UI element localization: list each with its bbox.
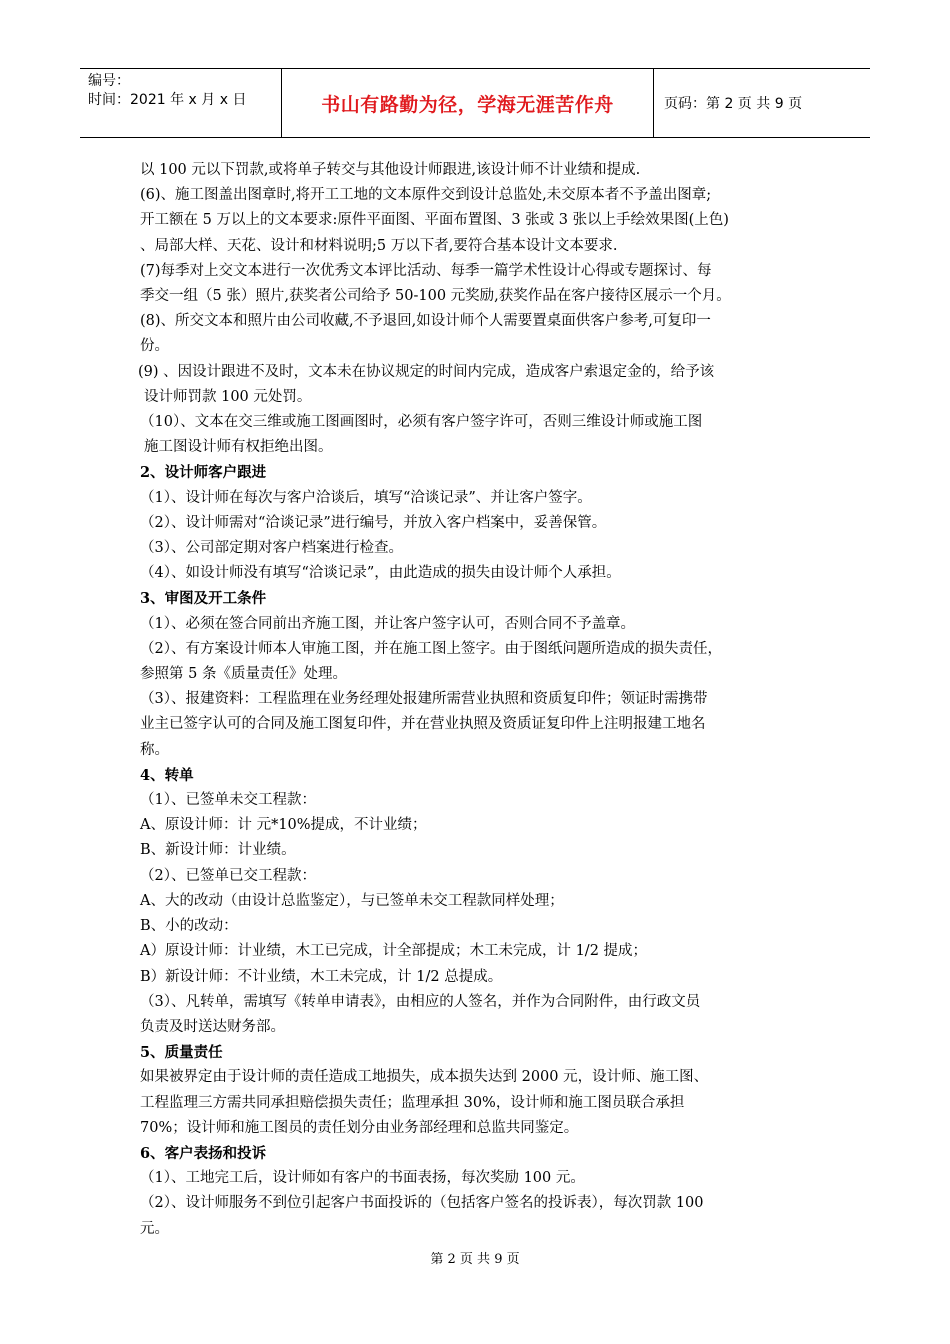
text-line: （1）、工地完工后，设计师如有客户的书面表扬，每次奖励 100 元。	[140, 1170, 585, 1187]
text-line: （2）、已签单已交工程款：	[140, 867, 316, 884]
text-line: A）原设计师：计业绩，木工已完成，计全部提成；木工未完成，计 1/2 提成；	[140, 943, 648, 960]
text-line: 季交一组（5 张）照片,获奖者公司给予 50-100 元奖励,获奖作品在客户接待区展示一个月。	[140, 288, 731, 305]
text-line: （3）、报建资料：工程监理在业务经理处报建所需营业执照和资质复印件；领证时需携带	[140, 691, 708, 708]
text-line: 、局部大样、天花、设计和材料说明;5 万以下者,要符合基本设计文本要求.	[140, 237, 618, 254]
section-heading: 2、设计师客户跟进	[140, 464, 267, 482]
header-motto: 书山有路勤为径，学海无涯苦作舟	[282, 69, 654, 137]
section-heading: 5、质量责任	[140, 1044, 223, 1062]
text-line: 如果被界定由于设计师的责任造成工地损失，成本损失达到 2000 元，设计师、施工图、	[140, 1069, 709, 1086]
text-line: 参照第 5 条《质量责任》处理。	[140, 666, 347, 683]
text-line: （1）、必须在签合同前出齐施工图，并让客户签字认可，否则合同不予盖章。	[140, 615, 635, 632]
header-page-info: 页码：第 2 页 共 9 页	[664, 96, 803, 112]
text-line: B）新设计师：不计业绩，木工未完成，计 1/2 总提成。	[140, 968, 503, 985]
document-number-label: 编号：	[88, 73, 130, 89]
section-heading: 6、客户表扬和投诉	[140, 1144, 267, 1162]
text-line: （3）、公司部定期对客户档案进行检查。	[140, 540, 403, 557]
text-line: (9) 、因设计跟进不及时，文本未在协议规定的时间内完成，造成客户索退定金的，给予该	[138, 363, 715, 380]
text-line: 负责及时送达财务部。	[140, 1018, 285, 1035]
document-body	[140, 158, 830, 1242]
text-line: 施工图设计师有权拒绝出图。	[144, 439, 333, 456]
text-line: 工程监理三方需共同承担赔偿损失责任；监理承担 30%，设计师和施工图员联合承担	[140, 1094, 685, 1111]
text-line: （2）、设计师需对“洽谈记录”进行编号，并放入客户档案中，妥善保管。	[140, 514, 607, 531]
text-line: （2）、有方案设计师本人审施工图，并在施工图上签字。由于图纸问题所造成的损失责任，	[140, 640, 722, 657]
text-line: 以 100 元以下罚款,或将单子转交与其他设计师跟进,该设计师不计业绩和提成.	[140, 162, 641, 178]
text-line: (6)、施工图盖出图章时,将开工工地的文本原件交到设计总监处,未交原本者不予盖出图章;	[140, 187, 712, 204]
text-line: (7)每季对上交文本进行一次优秀文本评比活动、每季一篇学术性设计心得或专题探讨、每	[140, 262, 712, 279]
page-header	[80, 68, 870, 138]
section-heading: 3、审图及开工条件	[140, 590, 267, 608]
text-line: 称。	[140, 741, 169, 758]
text-line: 业主已签字认可的合同及施工图复印件，并在营业执照及资质证复印件上注明报建工地名	[140, 716, 706, 733]
text-line: B、新设计师：计业绩。	[140, 842, 296, 859]
page-footer: 第 2 页 共 9 页	[430, 1252, 520, 1267]
text-line: （1）、设计师在每次与客户洽谈后，填写“洽谈记录”、并让客户签字。	[140, 489, 592, 506]
text-line: （2）、设计师服务不到位引起客户书面投诉的（包括客户签名的投诉表），每次罚款 100	[140, 1195, 704, 1212]
text-line: 份。	[140, 338, 169, 355]
text-line: 元。	[140, 1220, 169, 1237]
text-line: （10）、文本在交三维或施工图画图时，必须有客户签字许可，否则三维设计师或施工图	[140, 414, 703, 431]
section-heading: 4、转单	[140, 766, 194, 784]
text-line: 设计师罚款 100 元处罚。	[144, 388, 312, 405]
text-line: A、大的改动（由设计总监鉴定），与已签单未交工程款同样处理；	[140, 892, 564, 909]
text-line: (8)、所交文本和照片由公司收藏,不予退回,如设计师个人需要置桌面供客户参考,可复印一	[140, 313, 711, 330]
text-line: （3）、凡转单，需填写《转单申请表》，由相应的人签名，并作为合同附件，由行政文员	[140, 993, 701, 1010]
text-line: B、小的改动：	[140, 918, 238, 935]
header-meta	[80, 69, 282, 137]
text-line: A、原设计师：计 元*10%提成，不计业绩；	[140, 817, 427, 834]
text-line: （4）、如设计师没有填写“洽谈记录”，由此造成的损失由设计师个人承担。	[140, 565, 621, 582]
text-line: 开工额在 5 万以上的文本要求:原件平面图、平面布置图、3 张或 3 张以上手绘效果图(上色)	[140, 212, 729, 229]
document-date-label: 时间：2021 年 x 月 x 日	[88, 92, 247, 108]
text-line: 70%；设计师和施工图员的责任划分由业务部经理和总监共同鉴定。	[140, 1119, 579, 1136]
text-line: （1）、已签单未交工程款：	[140, 792, 316, 809]
